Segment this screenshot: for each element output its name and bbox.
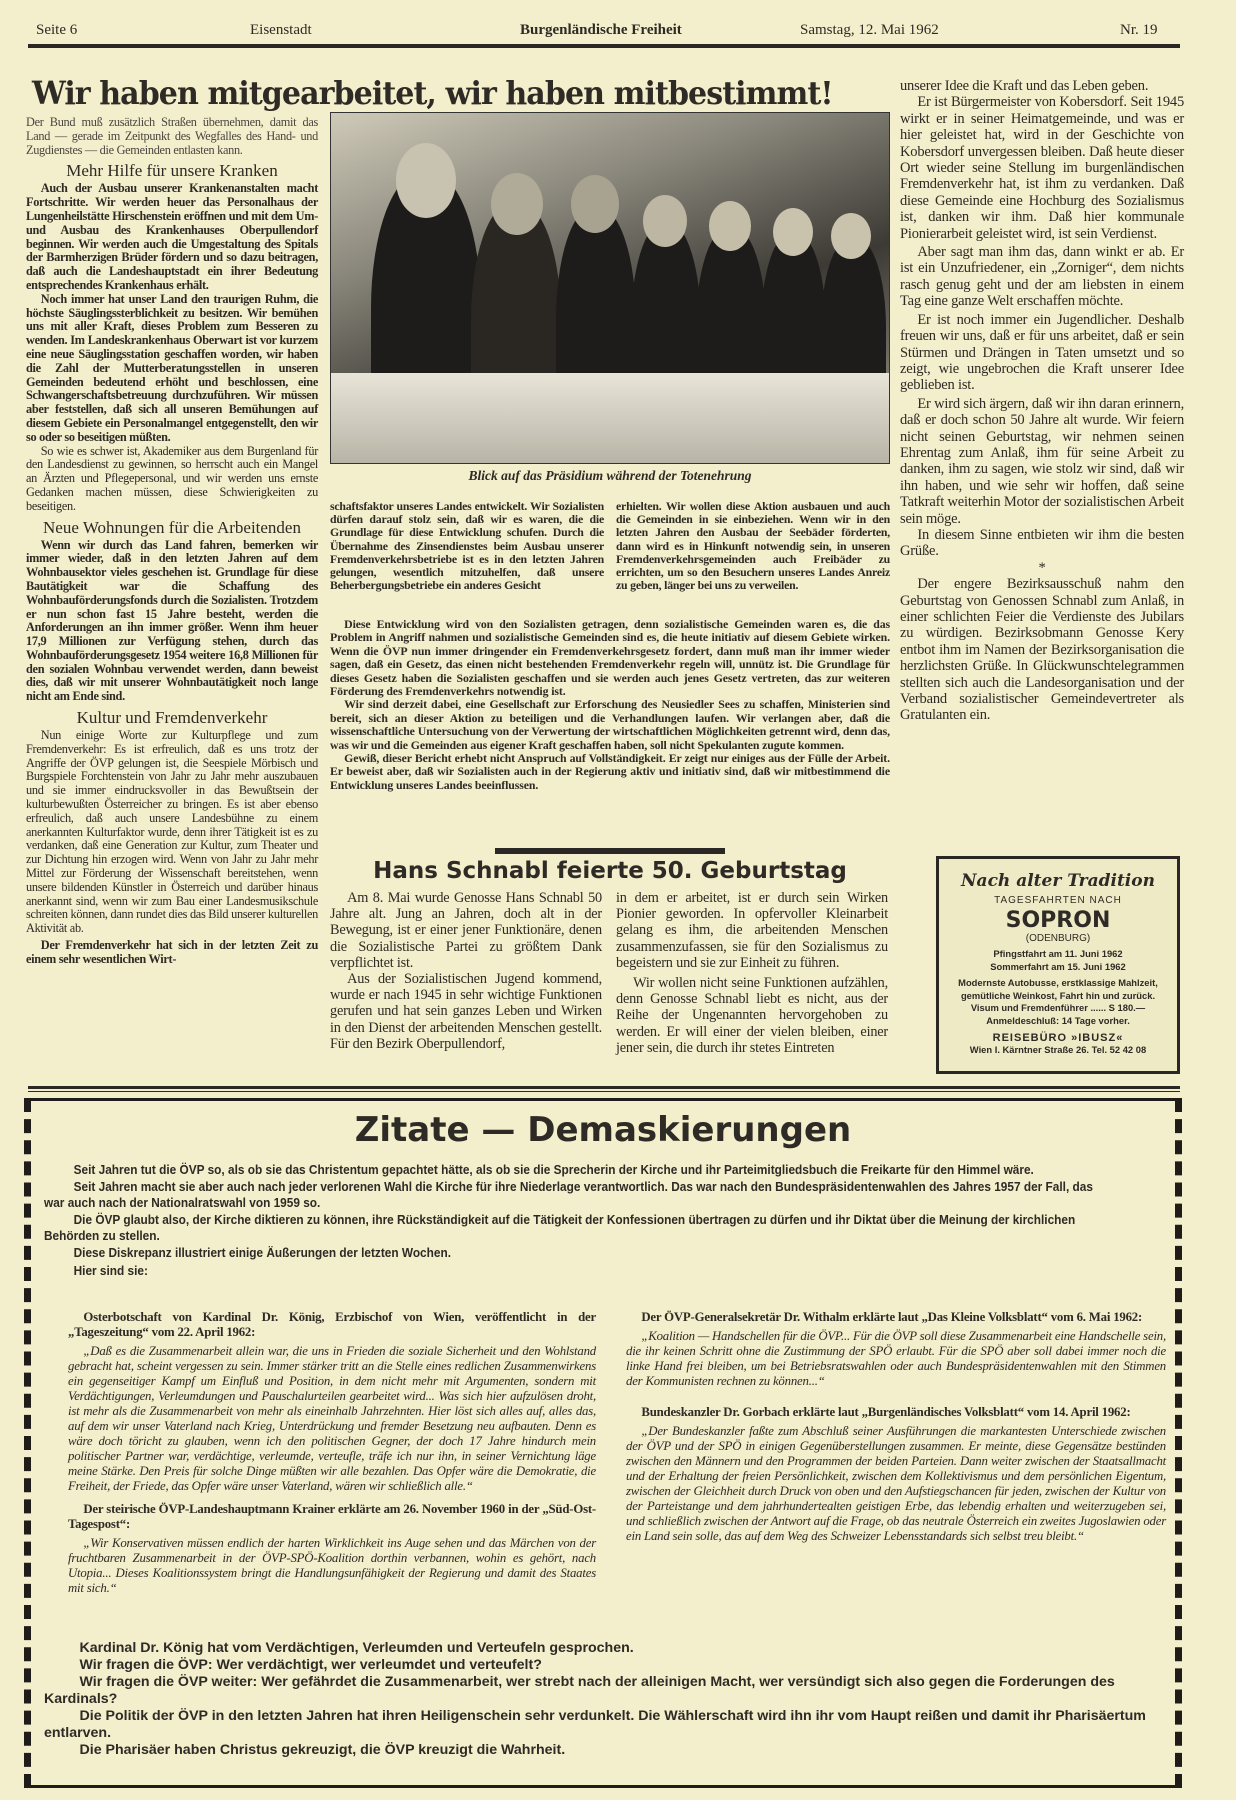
paragraph: Seit Jahren macht sie aber auch nach jeder verlorenen Wahl die Kirche für ihre Niederlage verantwortlich. Das war nach den Bundespräsidentenwahlen des Jahres 1957 der Fall, das war auch nach der Nationalratswahl von 1959 so. bbox=[44, 1179, 1093, 1210]
paragraph: Die Pharisäer haben Christus gekreuzigt, die ÖVP kreuzigt die Wahrheit. bbox=[79, 1742, 566, 1758]
paragraph: Er wird sich ärgern, daß wir ihn daran erinnern, daß er doch schon 50 Jahre alt wurde. Wir feiern nicht seinen Geburtstag, wir nehmen seinen Ehrentag zum Anlaß, ihm für seine Arbeit zu danken, ihm zu sagen, wie stolz wir sind, daß wir ihn haben, und wie sehr wir hoffen, daß seine Tatkraft weiterhin Motor der sozialistischen Arbeit sein möge. bbox=[900, 395, 1184, 527]
quote-text: „Wir Konservativen müssen endlich der harten Wirklichkeit ins Auge sehen und das Märchen von der fruchtbaren Zusammenarbeit in der ÖVP-SPÖ-Koalition dorthin verbannen, wohin es gehört, nach Utopia... Dieses Koalitionssystem bringt die Handlungsunfähigkeit der Regierung und damit des Staates mit sich.“ bbox=[68, 1536, 596, 1595]
ad-price: Visum und Fremdenführer ...... S 180.— bbox=[970, 1002, 1146, 1013]
ad-agency: REISEBÜRO »IBUSZ« bbox=[992, 1032, 1124, 1044]
middle-column-1 bbox=[330, 500, 604, 592]
zitate-conclusion bbox=[44, 1640, 1174, 1759]
presidium-photo bbox=[330, 112, 890, 464]
paragraph: Seit Jahren tut die ÖVP so, als ob sie das Christentum gepachtet hätte, als ob sie die Sprecherin der Kirche und ihr Parteimitgliedsbuch die Freikarte für den Himmel wäre. bbox=[73, 1163, 1034, 1177]
separator-asterisk: * bbox=[1038, 559, 1046, 576]
article-lead: Der Bund muß zusätzlich Straßen übernehmen, damit das Land — gerade im Zeitpunkt des Wegfalles des Hand- und Zugdienstes — die Gemeinden entlasten kann. bbox=[26, 115, 318, 157]
paragraph: erhielten. Wir wollen diese Aktion ausbauen und auch die Gemeinden in sie einbeziehen. Wenn wir in den letzten Jahren den Ausbau der Seebäder förderten, dann wird es in Hinkunft notwendig sein, in unseren Fremdenverkehrsgemeinden auch Freibäder zu errichten, um so den Besuchern unseres Landes Anreiz zu geben, länger bei uns zu verweilen. bbox=[616, 499, 890, 593]
article-headline: Wir haben mitgearbeitet, wir haben mitbestimmt! bbox=[32, 74, 833, 112]
header-city: Eisenstadt bbox=[250, 22, 312, 38]
paragraph: Am 8. Mai wurde Genosse Hans Schnabl 50 Jahre alt. Jung an Jahren, doch alt in der Bewegung, ist er einer jener Funktionäre, denen die Sozialistische Partei zu größtem Dank verpflichtet ist. bbox=[330, 890, 602, 971]
travel-advertisement bbox=[936, 856, 1180, 1074]
paragraph: in dem er arbeitet, ist er durch sein Wirken Pionier geworden. In opfervoller Kleinarbeit gelang es ihm, die arbeitenden Menschen zusammenzufassen, sie für den Sozialismus zu begeistern und sie zur Einheit zu führen. bbox=[616, 890, 888, 971]
section-divider bbox=[495, 848, 725, 854]
paragraph: Noch immer hat unser Land den traurigen Ruhm, die höchste Säuglingssterblichkeit zu besitzen. Wir bemühen uns mit aller Kraft, dieses Problem zum Besseren zu wenden. Im Landeskrankenhaus Oberwart ist vor kurzem eine neue Säuglingsstation geschaffen worden, wir haben die Zahl der Mutterberatungsstellen in unseren Gemeinden bedeutend erhöht und beschlossen, eine Schwangerschaftsbetreuung durchzuführen. Wir müssen aber feststellen, daß sich all unseren Bemühungen auf diesem Gebiete ein Personalmangel entgegenstellt, den wir so oder so beseitigen müßten. bbox=[26, 291, 318, 444]
header-rule bbox=[28, 44, 1180, 48]
subheading: Mehr Hilfe für unsere Kranken bbox=[66, 161, 278, 181]
paragraph: Die ÖVP glaubt also, der Kirche diktieren zu können, ihre Rückständigkeit auf die Tätigkeit der Konfessionen übertragen zu dürfen und ihr Diktat über die Meinung der kirchlichen Behörden zu stellen. bbox=[44, 1212, 1076, 1243]
ad-subtitle: TAGESFAHRTEN NACH bbox=[994, 895, 1122, 906]
paragraph: schaftsfaktor unseres Landes entwickelt. Wir Sozialisten dürfen darauf stolz sein, daß wir es waren, die die Grundlage für diese Entwicklung schufen. Durch die Übernahme des Zinsendienstes beim Ausbau unserer Fremdenverkehrsbetriebe ist es in den letzten Jahren gelungen, wesentlich mitzuhelfen, daß unsere Beherbergungsbetriebe ein anderes Gesicht bbox=[330, 499, 604, 593]
article-conclusion bbox=[330, 618, 890, 792]
paragraph: Auch der Ausbau unserer Krankenanstalten macht Fortschritte. Wir werden heuer das Personalhaus der Lungenheilstätte Hirschenstein eröffnen und mit dem Um- und Ausbau des Krankenhauses Oberpullendorf beginnen. Wir werden auch die Umgestaltung des Spitals der Barmherzigen Brüder fördern und so dazu beitragen, daß auch die Landeshauptstadt ein ihrer Bedeutung entsprechendes Krankenhaus erhält. bbox=[26, 181, 318, 292]
paragraph: Der engere Bezirksausschuß nahm den Geburtstag von Genossen Schnabl zum Anlaß, in einer schlichten Feier die Verdienste des Jubilars zu würdigen. Bezirksobmann Genosse Kery entbot ihm im Namen der Bezirksorganisation die herzlichsten Grüße. In Glückwunschtelegrammen stellten sich auch die Landesorganisation und der Verband sozialistischer Gemeindevertreter als Gratulanten ein. bbox=[900, 576, 1184, 724]
paragraph: So wie es schwer ist, Akademiker aus dem Burgenland für den Landesdienst zu gewinnen, so herrscht auch ein Mangel an Ärzten und Pflegepersonal, und wir werden uns ernste Gedanken machen müssen, diese Schwierigkeiten zu beseitigen. bbox=[26, 443, 318, 513]
section-rule bbox=[28, 1086, 1180, 1092]
issue-number: Nr. 19 bbox=[1120, 22, 1158, 38]
ad-deadline: Anmeldeschluß: 14 Tage vorher. bbox=[986, 1014, 1130, 1026]
ad-trip-1: Pfingstfahrt am 11. Juni 1962 bbox=[993, 948, 1123, 959]
paragraph: unserer Idee die Kraft und das Leben geben. bbox=[900, 78, 1149, 94]
quote-source: Osterbotschaft von Kardinal Dr. König, Erzbischof von Wien, veröffentlicht in der „Tageszeitung“ vom 22. April 1962: bbox=[68, 1310, 596, 1339]
quote-source: Der steirische ÖVP-Landeshauptmann Krainer erklärte am 26. November 1960 in der „Süd-Ost-Tagespost“: bbox=[68, 1502, 596, 1531]
ad-trip-2: Sommerfahrt am 15. Juni 1962 bbox=[990, 960, 1126, 972]
paragraph: Wir fragen die ÖVP weiter: Wer gefährdet die Zusammenarbeit, wer strebt nach der alleinigen Macht, wer versündigt sich also gegen die Forderungen des Kardinals? bbox=[44, 1674, 1115, 1707]
paragraph: Er ist Bürgermeister von Kobersdorf. Seit 1945 wirkt er in seiner Heimatgemeinde, und was er hier geleistet hat, wird in der Geschichte von Kobersdorf unvergessen bleiben. Daß heute dieser Ort wieder seine Stellung im burgenländischen Fremdenverkehr hat, ist ihm zu verdanken. Daß diese Gemeinde eine Hochburg des Sozialismus ist, danken wir ihm. Daß hier kommunale Pionierarbeit geleistet wird, ist sein Verdienst. bbox=[900, 94, 1184, 242]
newspaper-name: Burgenländische Freiheit bbox=[520, 22, 682, 38]
quote-text: „Der Bundeskanzler faßte zum Abschluß seiner Ausführungen die markantesten Unterschiede zwischen der ÖVP und der SPÖ in einigen Gegenüberstellungen zusammen. Er meinte, diese Gegensätze bestünden zwischen den Männern und den Programmen der beiden Parteien. Dann weiter zwischen der Staatsallmacht und der Erhaltung der freien Persönlichkeit, zwischen dem Kollektivismus und dem persönlichen Eigentum, zwischen der Gleichheit durch Druck von oben und den Aufstiegschancen für jeden, zwischen der Kultur von der Parteistange und dem jahrhundertealten geistigen Erbe, das lebendig erhalten und weiterzugeben sei, und schließlich zwischen der Antwort auf die Frage, ob das neutrale Österreich ein zweites Jugoslawien oder ein Land sein solle, das auf dem Weg des Schweizer Lebensstandards sich selbst treu bleibt.“ bbox=[626, 1424, 1166, 1543]
paragraph: Er ist noch immer ein Jugendlicher. Deshalb freuen wir uns, daß er für uns arbeitet, daß er sein Stürmen und Drängen in Taten umsetzt und so zeigt, wie ungebrochen die Kraft unserer Idee geblieben ist. bbox=[900, 311, 1184, 394]
right-column bbox=[900, 78, 1184, 724]
paragraph: Wir wollen nicht seine Funktionen aufzählen, denn Genosse Schnabl liebt es nicht, aus der Reihe der Ungenannten hervorgehoben zu werden. Er will einer der vielen bleiben, einer jener sein, die durch ihr stetes Eintreten bbox=[616, 975, 888, 1056]
quote-text: „Koalition — Handschellen für die ÖVP... Für die ÖVP soll diese Zusammenarbeit eine Handschelle sein, die ihr keinen Schritt ohne die Zustimmung der SPÖ erlaubt. Für die SPÖ aber soll dabei immer noch die linke Hand frei bleiben, um bei Betriebsratswahlen oder auch Bundespräsidentenwahlen mit den Stimmen der Kommunisten rechnen zu können...“ bbox=[626, 1329, 1166, 1388]
paragraph: Aus der Sozialistischen Jugend kommend, wurde er nach 1945 in sehr wichtige Funktionen gerufen und hat sein ganzes Leben und Wirken in den Dienst der arbeitenden Menschen gestellt. Für den Bezirk Oberpullendorf, bbox=[330, 971, 602, 1052]
paragraph: Diese Diskrepanz illustriert einige Äußerungen der letzten Wochen. bbox=[73, 1245, 451, 1260]
subheading: Neue Wohnungen für die Arbeitenden bbox=[43, 517, 301, 537]
schnabl-column-1 bbox=[330, 890, 602, 1052]
paragraph: In diesem Sinne entbieten wir ihm die besten Grüße. bbox=[900, 526, 1184, 560]
quote-source: Der ÖVP-Generalsekretär Dr. Withalm erklärte laut „Das Kleine Volksblatt“ vom 6. Mai 1962: bbox=[641, 1310, 1143, 1324]
paragraph: Der Fremdenverkehr hat sich in der letzten Zeit zu einem sehr wesentlichen Wirt- bbox=[26, 938, 318, 966]
paragraph: Hier sind sie: bbox=[73, 1264, 148, 1278]
zitate-intro bbox=[44, 1162, 1106, 1280]
paragraph: Nun einige Worte zur Kulturpflege und zum Fremdenverkehr: Es ist erfreulich, daß es uns trotz der Angriffe der ÖVP gelungen ist, die Seespiele Mörbisch und Burgspiele Forchtenstein von Jahr zu Jahr mehr auszubauen und sie immer eindrucksvoller in das Bewußtsein der kulturbewußten Österreicher zu bringen. Es ist aber ebenso erfreulich, daß auch unsere Landesbühne zu einem anerkannten Kulturfaktor wurde, denn ihrer Tätigkeit ist es zu verdanken, daß eine Generation zur Kultur, zum Theater und zur Dichtung hin erzogen wird. Wenn von Jahr zu Jahr mehr Mittel zur Förderung der Wissenschaft bereitstehen, wenn unsere bildenden Künstler in Österreich und darüber hinaus anerkannt sind, wenn wir zum Bau einer Landesmusikschule schreiten können, dann rundet dies das Bild unserer kulturellen Aktivität ab. bbox=[26, 728, 318, 936]
subheading: Kultur und Fremdenverkehr bbox=[76, 708, 268, 728]
middle-column-2 bbox=[616, 500, 890, 592]
zitate-headline: Zitate — Demaskierungen bbox=[354, 1110, 852, 1150]
paragraph: Die Politik der ÖVP in den letzten Jahren hat ihren Heiligenschein sehr verdunkelt. Die Wählerschaft wird ihn ihr vom Haupt reißen und damit ihr Pharisäertum entlarven. bbox=[44, 1708, 1146, 1741]
quote-source: Bundeskanzler Dr. Gorbach erklärte laut „Burgenländisches Volksblatt“ vom 14. April 1962: bbox=[641, 1405, 1131, 1419]
ad-line: Modernste Autobusse, erstklassige Mahlzeit, bbox=[958, 977, 1158, 988]
page-number: Seite 6 bbox=[36, 22, 78, 38]
ad-address: Wien I. Kärntner Straße 26. Tel. 52 42 08 bbox=[969, 1044, 1147, 1055]
paragraph: Aber sagt man ihm das, dann winkt er ab. Er ist ein Unzufriedener, ein „Zorniger“, dem nichts rasch genug geht und der am liebsten in einem Tag eine ganze Welt erschaffen möchte. bbox=[900, 244, 1184, 310]
schnabl-column-2 bbox=[616, 890, 888, 1056]
paragraph: Wir fragen die ÖVP: Wer verdächtigt, wer verleumdet und verteufelt? bbox=[79, 1657, 542, 1673]
ad-line: gemütliche Weinkost, Fahrt hin und zurück. bbox=[960, 989, 1156, 1001]
paragraph: Gewiß, dieser Bericht erhebt nicht Anspruch auf Vollständigkeit. Er zeigt nur einiges aus der Fülle der Arbeit. Er beweist aber, daß wir Sozialisten auch in der Regierung aktiv und initiativ sind, daß wir mitbestimmend die Entwicklung unseres Landes beeinflussen. bbox=[330, 751, 890, 792]
ad-destination-alt: (ODENBURG) bbox=[1025, 933, 1091, 944]
quotes-column-1 bbox=[68, 1310, 596, 1604]
paragraph: Kardinal Dr. König hat vom Verdächtigen, Verleumden und Verteufeln gesprochen. bbox=[79, 1640, 634, 1656]
paragraph: Wir sind derzeit dabei, eine Gesellschaft zur Erforschung des Neusiedler Sees zu schaffen, Ministerien sind bereit, sich an dieser Aktion zu beteiligen und die Verhandlungen laufen. Wir verlangen aber, daß die wissenschaftliche Untersuchung von der Verwertung der wirtschaftlichen Möglichkeiten getrennt wird, denn das, was wir und die Gemeinden aus eigener Kraft geschaffen haben, soll nicht Spekulanten zugute kommen. bbox=[330, 697, 890, 752]
paragraph: Wenn wir durch das Land fahren, bemerken wir immer wieder, daß in den letzten Jahren auf dem Wohnbausektor vieles geschehen ist. Grundlage für diese Bautätigkeit war die Schaffung des Wohnbauförderungsfonds durch die Sozialisten. Trotzdem er nun schon fast 15 Jahre besteht, werden die Anforderungen an ihn immer größer. Wenn ihm heuer 17,9 Millionen zur Verfügung stehen, durch das Wohnbauförderungsgesetz 1954 weitere 16,8 Millionen für den sozialen Wohnbau verwendet werden, dann beweist dies, daß wir mit unserer Wohnbautätigkeit noch lange nicht am Ende sind. bbox=[26, 537, 318, 704]
ad-destination: SOPRON bbox=[1005, 908, 1111, 933]
photo-caption: Blick auf das Präsidium während der Totenehrung bbox=[468, 468, 752, 483]
quotes-column-2 bbox=[626, 1310, 1166, 1552]
header-date: Samstag, 12. Mai 1962 bbox=[800, 22, 939, 38]
ad-slogan: Nach alter Tradition bbox=[961, 871, 1155, 891]
schnabl-headline: Hans Schnabl feierte 50. Geburtstag bbox=[373, 858, 847, 884]
left-column bbox=[26, 116, 318, 967]
paragraph: Diese Entwicklung wird von den Sozialisten getragen, denn sozialistische Gemeinden waren es, die das Problem in Angriff nahmen und sozialistische Gemeinden sind es, die heute initiativ auf diesem Gebiete wirken. Wenn die ÖVP nun immer dringender ein Fremdenverkehrsgesetz fordert, dann muß man ihr immer wieder sagen, daß ein Gesetz, das einen nicht bestehenden Fremdenverkehr regeln will, unnütz ist. Die Grundlage für dieses Gesetz haben die Sozialisten geschaffen und sie werden auch jenes Gesetz vertreten, das zur weiteren Förderung des Fremdenverkehrs notwendig ist. bbox=[330, 617, 890, 699]
quote-text: „Daß es die Zusammenarbeit allein war, die uns in Frieden die soziale Sicherheit und den Wohlstand gebracht hat, scheint vergessen zu sein. Immer stärker tritt an die Stelle eines redlichen Zusammenwirkens ein gegenseitiger Kampf um Einfluß und Position, in dem nicht mehr mit Argumenten, sondern mit Verdächtigungen, Verleumdungen und Pauschalurteilen gearbeitet wird... Was sich hier aufzulösen droht, ist mehr als die Zusammenarbeit von mehr als eineinhalb Jahrzehnten. Hier löst sich alles auf, alles das, auf dem wir unser Vaterland nach Krieg, Unterdrückung und fremder Besetzung neu aufbauten. Denn es wäre doch töricht zu glauben, wenn ich den politischen Gegner, der doch 17 Jahre hindurch mein politischer Partner war, verdächtige, verleumde, verteufle, träfe ich nur ihn, in seiner Vernichtung läge meine Stärke. Den Preis für solche Dinge müßten wir alle bezahlen. Das Opfer wäre die Demokratie, die Freiheit, der Friede, das Opfer wäre unser Vaterland, wären wir schließlich alle.“ bbox=[68, 1344, 596, 1493]
